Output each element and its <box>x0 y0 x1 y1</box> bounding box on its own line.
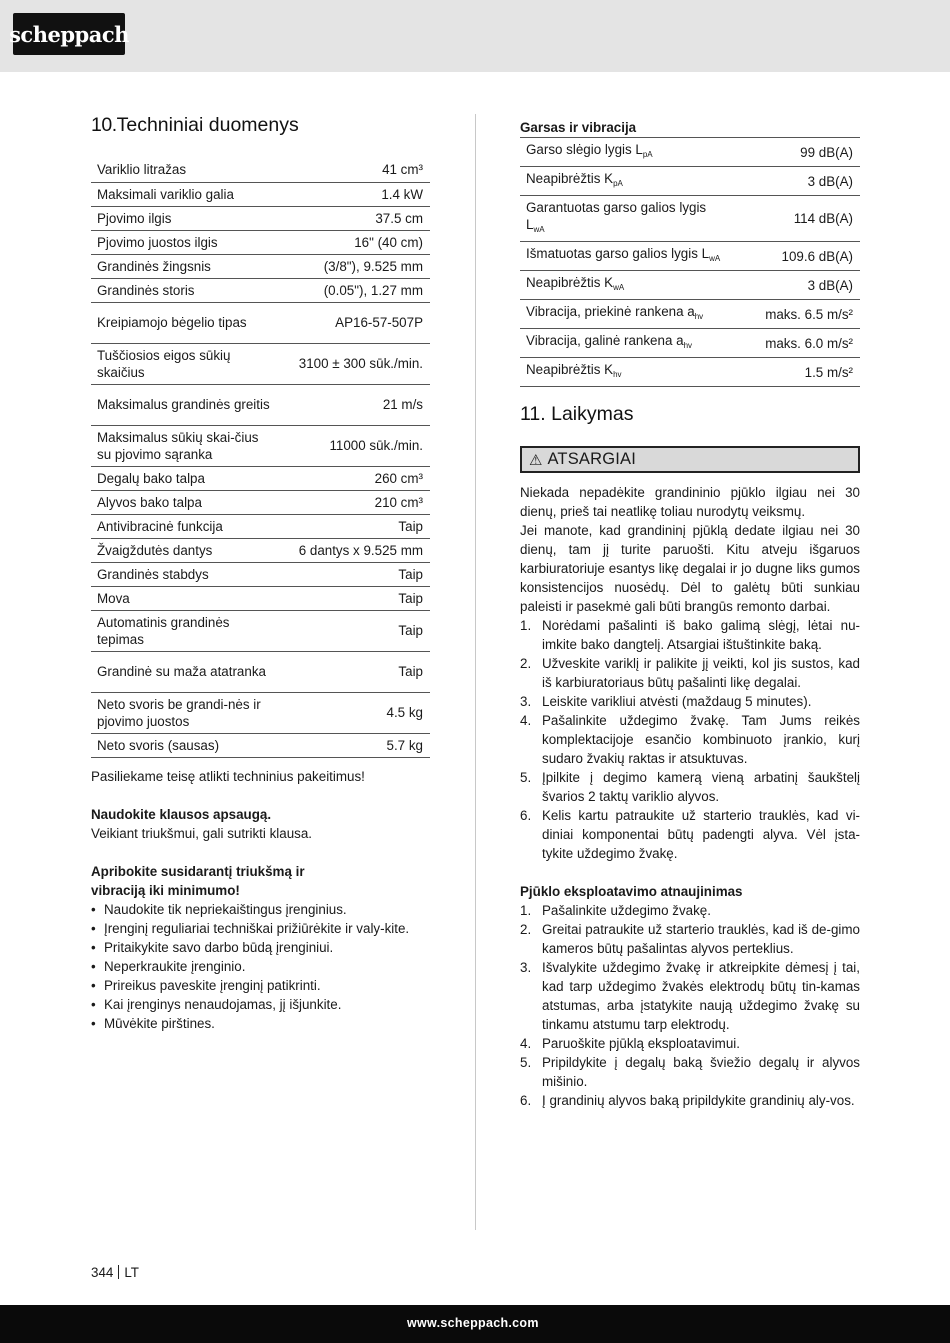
spec-value: AP16-57-507P <box>335 315 423 330</box>
sound-value: 3 dB(A) <box>807 173 853 189</box>
sound-label-text: Išmatuotas garso galios lygis L <box>526 246 710 261</box>
page-number: 344 LT <box>91 1265 139 1280</box>
sound-label <box>520 329 730 358</box>
spec-row <box>91 490 430 514</box>
spec-label: Maksimali variklio galia <box>97 186 234 202</box>
warning-label: ATSARGIAI <box>547 450 637 468</box>
spec-row <box>91 278 430 302</box>
list-item <box>520 711 860 768</box>
list-item: • Mūvėkite pirštines. <box>91 1014 430 1033</box>
spec-value: Taip <box>398 590 423 606</box>
step-text: Pripildykite į degalų baką šviežio degalų ir alyvos mišinio. <box>542 1055 860 1089</box>
spec-label: Grandinė su maža atatranka <box>97 664 266 679</box>
step-number: 6. <box>520 1093 532 1108</box>
sound-label-text: Neapibrėžtis K <box>526 362 614 377</box>
spec-label: Pjovimo juostos ilgis <box>97 234 218 250</box>
sound-row <box>520 138 860 167</box>
brand-logo: scheppach <box>13 13 125 55</box>
sound-label <box>520 167 730 196</box>
sound-label <box>520 271 730 300</box>
section-title-storage: 11. Laikymas <box>520 403 634 425</box>
list-item <box>520 768 860 806</box>
step-text: Kelis kartu patraukite už starterio trauklės, kad vi-diniai komponentai būtų padengti alyva. Vėl įsta-tykite uždegimo žvakę. <box>542 808 860 861</box>
spec-row <box>91 562 430 586</box>
list-item <box>520 1091 860 1110</box>
spec-value: (0.05"), 1.27 mm <box>323 282 423 298</box>
sound-label <box>520 242 730 271</box>
spec-label: Pjovimo ilgis <box>97 210 172 226</box>
sound-row <box>520 242 860 271</box>
step-number: 4. <box>520 1036 532 1051</box>
step-text: Įpilkite į degimo kamerą vieną arbatinį šaukštelį švarios 2 taktų variklio alyvos. <box>542 770 860 804</box>
sound-row <box>520 300 860 329</box>
spec-label: Degalų bako talpa <box>97 470 205 486</box>
spec-value: 210 cm³ <box>374 494 423 510</box>
list-item <box>520 616 860 654</box>
storage-paragraph-2: Jei manote, kad grandininį pjūklą dedate ilgiau nei 30 dienų, tam jį turite paruošti. Kitu atveju išgaruos karbiuratoriuje esantys likę degalai ir jo dugne liks gumos konsistencijos nuosėdų. Dėl to galėtų būti sunkiau paleisti ir pasekmė gali būti brangūs remonto darbai. <box>520 523 860 614</box>
spec-value: Taip <box>398 623 423 638</box>
spec-row <box>91 466 430 490</box>
step-text: Greitai patraukite už starterio trauklės, kad iš de-gimo kameros būtų pašalintas alyvos perteklius. <box>542 922 860 956</box>
step-number: 2. <box>520 922 532 937</box>
limit-list <box>91 900 430 1033</box>
sound-label <box>520 196 730 242</box>
step-text: Leiskite varikliui atvėsti (maždaug 5 minutes). <box>542 694 812 709</box>
storage-steps <box>520 616 860 863</box>
list-item: • Įrenginį reguliariai techniškai prižiūrėkite ir valy-kite. <box>91 919 430 938</box>
sound-label-text: Neapibrėžtis K <box>526 171 614 186</box>
sound-value: 3 dB(A) <box>807 277 853 293</box>
sound-table <box>520 137 860 387</box>
spec-value: 4.5 kg <box>386 705 423 720</box>
list-item: • Naudokite tik nepriekaištingus įrenginius. <box>91 900 430 919</box>
list-item: • Pritaikykite savo darbo būdą įrenginiui. <box>91 938 430 957</box>
sound-label <box>520 300 730 329</box>
spec-value: Taip <box>398 664 423 679</box>
spec-label: Neto svoris be grandi-nės ir pjovimo juostos <box>97 696 261 729</box>
spec-row <box>91 425 430 466</box>
spec-value: 5.7 kg <box>386 737 423 753</box>
step-number: 2. <box>520 656 532 671</box>
sound-label <box>520 138 730 167</box>
spec-value: Taip <box>398 566 423 582</box>
hearing-text: Veikiant triukšmui, gali sutrikti klausa. <box>91 825 313 841</box>
step-number: 5. <box>520 1055 532 1070</box>
spec-row <box>91 610 430 651</box>
sound-label-subscript: hv <box>694 312 704 321</box>
list-item: • Kai įrenginys nenaudojamas, jį išjunkite. <box>91 995 430 1014</box>
step-text: Paruoškite pjūklą eksploatavimui. <box>542 1036 740 1051</box>
right-column <box>520 120 860 1110</box>
sound-row <box>520 271 860 300</box>
spec-row <box>91 343 430 384</box>
list-item <box>520 920 860 958</box>
footer-bar <box>0 1305 950 1343</box>
spec-label: Mova <box>97 590 130 606</box>
spec-value: 3100 ± 300 sūk./min. <box>298 356 423 371</box>
step-number: 4. <box>520 713 532 728</box>
step-text: Į grandinių alyvos baką pripildykite grandinių aly-vos. <box>542 1093 855 1108</box>
sound-value: maks. 6.5 m/s² <box>765 306 853 322</box>
list-item <box>520 1034 860 1053</box>
spec-value: (3/8"), 9.525 mm <box>323 258 423 274</box>
spec-row <box>91 206 430 230</box>
spec-label: Grandinės stabdys <box>97 566 209 582</box>
sound-row <box>520 329 860 358</box>
spec-label: Maksimalus sūkių skai-čius su pjovimo sąranka <box>97 429 259 462</box>
spec-value: 37.5 cm <box>375 210 423 226</box>
spec-value: 260 cm³ <box>374 470 423 486</box>
left-column <box>91 114 430 1033</box>
sound-label-text: Vibracija, priekinė rankena a <box>526 304 695 319</box>
spec-value: Taip <box>398 518 423 534</box>
list-item <box>520 806 860 863</box>
separator <box>118 1265 119 1279</box>
sound-label-subscript: hv <box>683 341 693 350</box>
sound-label-subscript: pA <box>613 179 623 188</box>
step-text: Pašalinkite uždegimo žvakę. <box>542 903 711 918</box>
list-item <box>520 654 860 692</box>
sound-label-text: Vibracija, galinė rankena a <box>526 333 684 348</box>
sound-row <box>520 358 860 387</box>
spec-row <box>91 586 430 610</box>
spec-label: Grandinės žingsnis <box>97 258 211 274</box>
spec-value: 1.4 kW <box>381 186 423 202</box>
spec-row <box>91 230 430 254</box>
sound-label <box>520 358 730 387</box>
list-item <box>520 958 860 1034</box>
spec-label: Grandinės storis <box>97 282 195 298</box>
warning-triangle-icon: ⚠ <box>529 451 543 469</box>
spec-value: 16" (40 cm) <box>354 234 423 250</box>
sound-label-subscript: wA <box>709 254 721 263</box>
step-text: Užveskite variklį ir palikite jį veikti, kol jis sustos, kad iš karbiuratoriaus būtų pašalinti likę degalai. <box>542 656 860 690</box>
website-url: www.scheppach.com <box>407 1316 539 1330</box>
step-text: Pašalinkite uždegimo žvakę. Tam Jums reikės komplektacijoje esančio kombinuoto įrankio, kurį sudaro žvakių raktas ir atsuktuvas. <box>542 713 860 766</box>
step-text: Išvalykite uždegimo žvakę ir atkreipkite dėmesį į tai, kad tarp uždegimo žvakės elektrodų būtų tin-kamas atstumas, arba įstatykite naują uždegimo žvakę su tinkamu atstumu tarp elektrodų. <box>542 960 860 1032</box>
spec-value: 21 m/s <box>382 397 423 412</box>
spec-value: 11000 sūk./min. <box>329 438 423 453</box>
list-item: • Neperkraukite įrenginio. <box>91 957 430 976</box>
spec-label: Žvaigždutės dantys <box>97 542 213 558</box>
step-number: 3. <box>520 960 532 975</box>
list-item <box>520 1053 860 1091</box>
storage-paragraph-1: Niekada nepadėkite grandininio pjūklo ilgiau nei 30 dienų, prieš tai neatlikę toliau nurodytų veiksmų. <box>520 485 860 519</box>
spec-row <box>91 651 430 692</box>
sound-row <box>520 167 860 196</box>
sound-value: 109.6 dB(A) <box>781 248 853 264</box>
step-number: 5. <box>520 770 532 785</box>
list-item <box>520 692 860 711</box>
sound-label-subscript: pA <box>642 150 653 159</box>
step-number: 6. <box>520 808 532 823</box>
spec-label: Tuščiosios eigos sūkių skaičius <box>97 347 231 380</box>
sound-value: maks. 6.0 m/s² <box>765 335 853 351</box>
warning-box <box>520 446 860 473</box>
sound-value: 99 dB(A) <box>800 144 853 160</box>
sound-value: 1.5 m/s² <box>804 364 853 380</box>
sound-value: 114 dB(A) <box>793 211 853 226</box>
spec-row <box>91 538 430 562</box>
spec-row <box>91 692 430 733</box>
sound-row <box>520 196 860 242</box>
resume-steps <box>520 901 860 1110</box>
section-title-tech-data: 10.Techniniai duomenys <box>91 114 299 136</box>
spec-value: 41 cm³ <box>382 162 423 178</box>
spec-label: Kreipiamojo bėgelio tipas <box>97 315 247 330</box>
spec-label: Neto svoris (sausas) <box>97 737 220 753</box>
sound-label-subscript: hv <box>613 370 622 379</box>
spec-value: 6 dantys x 9.525 mm <box>298 542 423 558</box>
spec-label: Variklio litražas <box>97 162 187 178</box>
limit-title: Apribokite susidarantį triukšmą ir vibraciją iki minimumo! <box>91 863 305 898</box>
spec-row <box>91 514 430 538</box>
header-bar <box>0 0 950 72</box>
list-item: • Prireikus paveskite įrenginį patikrinti. <box>91 976 430 995</box>
spec-row <box>91 158 430 182</box>
spec-row <box>91 384 430 425</box>
spec-label: Antivibracinė funkcija <box>97 518 223 534</box>
resume-title: Pjūklo eksploatavimo atnaujinimas <box>520 884 743 899</box>
list-item <box>520 901 860 920</box>
spec-row <box>91 254 430 278</box>
spec-label: Alyvos bako talpa <box>97 494 202 510</box>
column-divider <box>475 114 476 1230</box>
step-text: Norėdami pašalinti iš bako galimą slėgį, lėtai nu-imkite bako dangtelį. Atsargiai ištuštinkite baką. <box>542 618 860 652</box>
sound-title: Garsas ir vibracija <box>520 120 637 135</box>
spec-table <box>91 158 430 758</box>
spec-row <box>91 302 430 343</box>
spec-label: Maksimalus grandinės greitis <box>97 397 270 412</box>
spec-label: Automatinis grandinės tepimas <box>97 614 230 647</box>
step-number: 1. <box>520 903 532 918</box>
sound-label-text: Garso slėgio lygis L <box>526 142 643 157</box>
sound-label-text: Garantuotas garso galios lygis L <box>526 200 707 232</box>
sound-label-subscript: wA <box>533 225 545 234</box>
step-number: 3. <box>520 694 532 709</box>
tech-change-note: Pasiliekame teisę atlikti techninius pakeitimus! <box>91 768 365 784</box>
spec-row <box>91 182 430 206</box>
step-number: 1. <box>520 618 532 633</box>
sound-label-subscript: wA <box>613 283 625 292</box>
hearing-title: Naudokite klausos apsaugą. <box>91 806 272 822</box>
sound-label-text: Neapibrėžtis K <box>526 275 614 290</box>
spec-row <box>91 733 430 757</box>
